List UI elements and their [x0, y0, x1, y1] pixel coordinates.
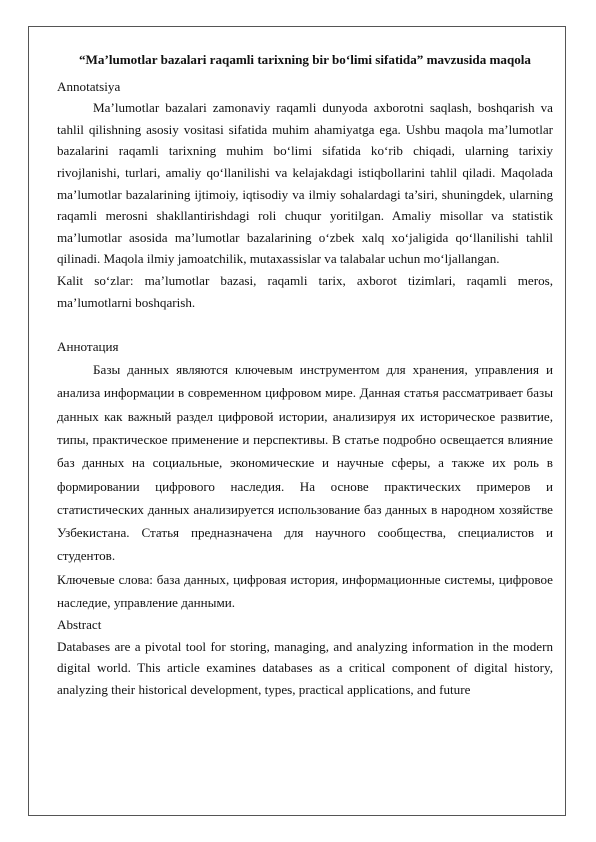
en-abstract-heading: Abstract — [57, 617, 102, 633]
ru-keywords: Ключевые слова: база данных, цифровая история, информационные системы, цифровое наследие, управление данными. — [57, 571, 553, 610]
uz-abstract-heading: Annotatsiya — [57, 78, 121, 94]
section-spacer — [57, 313, 553, 335]
uz-abstract-body: Ma’lumotlar bazalari zamonaviy raqamli dunyoda axborotni saqlash, boshqarish va tahlil qilishning asosiy vositasi sifatida muhim ahamiyatga ega. Ushbu maqola ma’lumotlar bazalarini raqamli tarixning muhim bo‘limi sifatida ko‘rib chiqadi, ularning tarixiy rivojlanishi, turlari, amaliy qo‘llanilishi va kelajakdagi istiqbollarini tahlil qiladi. Maqolada ma’lumotlar bazalarining ijtimoiy, iqtisodiy va ilmiy sohalardagi ta’siri, shuningdek, ularning raqamli merosni shakllantirishdagi roli chuqur yoritilgan. Amaliy misollar va statistik ma’lumotlar asosida ma’lumotlar bazalarining o‘zbek xalq xo‘jaligida qo‘llanilishi tahlil qilinadi. Maqola ilmiy jamoatchilik, mutaxassislar va talabalar uchun mo‘ljallangan. — [57, 100, 553, 267]
ru-section — [57, 335, 553, 615]
uz-keywords: Kalit so‘zlar: ma’lumotlar bazasi, raqamli tarix, axborot tizimlari, raqamli meros, ma’lumotlarni boshqarish. — [57, 272, 553, 310]
article-title: “Ma’lumotlar bazalari raqamli tarixning bir bo‘limi sifatida” mavzusida maqola — [79, 52, 531, 67]
ru-abstract-body: Базы данных являются ключевым инструментом для хранения, управления и анализа информации в современном цифровом мире. Данная статья рассматривает базы данных как важный раздел цифровой истории, анализируя их историческое развитие, типы, практическое применение и перспективы. В статье подробно освещается влияние баз данных на социальные, экономические и научные сферы, а также их роль в формировании цифрового наследия. На основе практических примеров и статистических данных анализируется использование баз данных в народном хозяйстве Узбекистана. Статья предназначена для научного сообщества, специалистов и студентов. — [57, 362, 553, 564]
ru-abstract-heading: Аннотация — [57, 338, 119, 354]
article-content — [57, 49, 553, 701]
en-abstract-body: Databases are a pivotal tool for storing, managing, and analyzing information in the modern digital world. This article examines databases as a critical component of digital history, analyzing their historical development, types, practical applications, and future — [57, 638, 553, 698]
